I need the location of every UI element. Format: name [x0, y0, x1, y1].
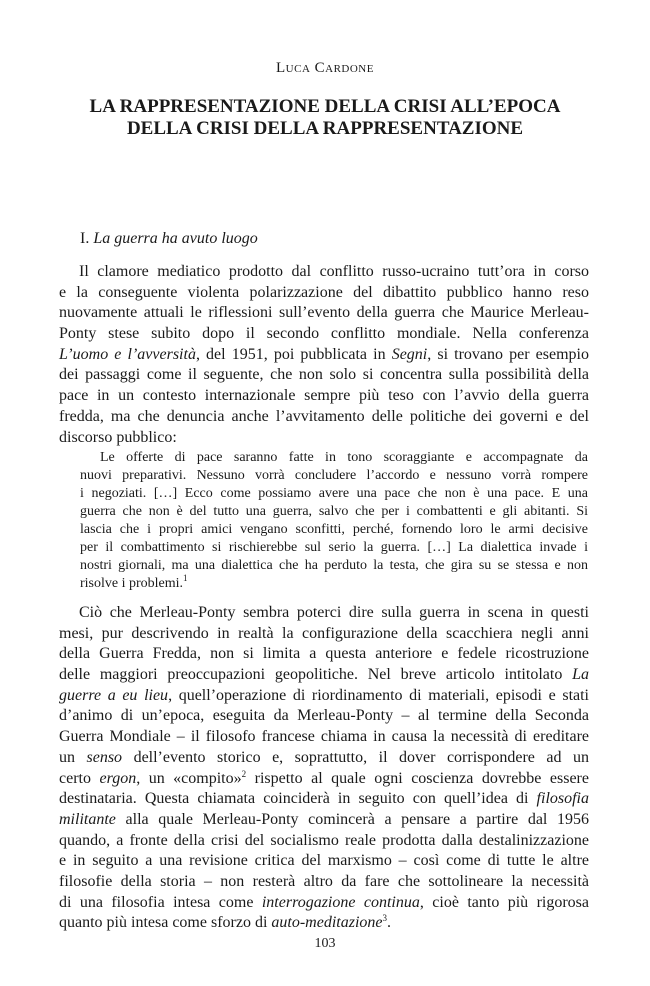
text-line: Ponty stese subito dopo il secondo conflitto mondiale. Nella conferenza — [59, 325, 589, 343]
text-fragment: , un «compito» — [136, 769, 242, 787]
paragraph-1 — [59, 262, 589, 448]
text-line: Ciò che Merleau-Ponty sembra poterci dire sulla guerra in scena in questi — [79, 604, 589, 621]
text-line: Il clamore mediatico prodotto dal conflitto russo-ucraino tutt’ora in corso — [79, 263, 589, 280]
work-title: L’uomo e l’avversità — [59, 345, 196, 363]
text-fragment: rispetto al quale ogni coscienza dovrebbe essere — [246, 769, 589, 787]
emphasis: militante — [59, 810, 116, 828]
work-title: Segni — [391, 345, 428, 363]
emphasis: interrogazione continua — [261, 893, 420, 911]
text-line: pace in un contesto internazionale sempre più teso con l’avvio della guerra — [59, 387, 589, 405]
text-line — [59, 748, 589, 769]
text-line — [59, 665, 589, 686]
article-title-line-2: DELLA CRISI DELLA RAPPRESENTAZIONE — [126, 118, 524, 139]
text-fragment: , si trovano per esempio — [427, 345, 589, 363]
quote-line: nostri giornali, ma una dialettica che ha perduto la testa, che gira su se stessa e non — [80, 558, 588, 573]
text-fragment: dell’evento storico e, soprattutto, il dover corrispondere ad un — [122, 748, 589, 766]
paragraph-2 — [59, 603, 589, 934]
text-line — [59, 789, 589, 810]
text-fragment: un — [59, 748, 87, 766]
quote-line: guerra che non è del tutto una guerra, salvo che per i combattenti e gli abitanti. Si — [80, 504, 588, 519]
section-title: La guerra ha avuto luogo — [93, 230, 258, 247]
quote-line: per il combattimento si rischierebbe sul serio la guerra. […] La dialettica invade i — [80, 540, 588, 555]
text-fragment: quanto più intesa come sforzo di — [59, 914, 272, 932]
text-line: e in seguito a una revisione critica del marxismo – così come di tutte le altre — [59, 852, 589, 870]
text-fragment: destinataria. Questa chiamata coinciderà in seguito con quell’idea di — [59, 790, 537, 808]
text-fragment: delle maggiori preoccupazioni geopolitiche. Nel breve articolo intitolato — [59, 666, 563, 684]
footnote-ref-1[interactable]: 1 — [183, 573, 188, 583]
text-line: della Guerra Fredda, non si limita a questa anteriore e fedele ricostruzione — [59, 645, 589, 663]
text-line: discorso pubblico: — [59, 428, 177, 446]
page-number: 103 — [314, 936, 336, 951]
article-title-line-1: LA RAPPRESENTAZIONE DELLA CRISI ALL’EPOCA — [89, 96, 561, 117]
text-line: filosofie della storia – non resterà altro da fare che sottolineare la necessità — [59, 872, 589, 890]
section-heading — [80, 230, 258, 248]
quote-line: i negoziati. […] Ecco come possiamo avere una pace che non è una pace. E una — [80, 486, 588, 501]
footnote-ref-2[interactable]: 2 — [241, 768, 247, 779]
text-line: d’animo di un’epoca, eseguita da Merleau-Ponty – al termine della Seconda — [59, 707, 589, 725]
text-line — [59, 686, 589, 707]
article-title — [60, 96, 590, 140]
running-head-author: Luca Cardone — [276, 60, 374, 76]
text-line: fredda, ma che denuncia anche l’avvitamento delle politiche dei governi e del — [59, 407, 589, 425]
text-line: nuovamente attuali le riflessioni sull’evento della guerra che Maurice Merleau- — [59, 304, 589, 322]
text-fragment: , del 1951, poi pubblicata in — [195, 345, 392, 363]
quote-line: Le offerte di pace saranno fatte in tono scoraggiante e accompagnate da — [100, 450, 588, 465]
text-line: Guerra Mondiale – il filosofo francese chiama in causa la necessità di ereditare — [59, 728, 589, 746]
text-line: e la conseguente violenta polarizzazione del dibattito pubblico hanno reso — [59, 283, 589, 301]
emphasis: filosofia — [536, 790, 589, 808]
work-title: La — [572, 666, 590, 684]
text-line — [59, 893, 589, 914]
text-fragment: risolve i problemi. — [80, 576, 184, 591]
text-line: dei passaggi come il seguente, che non solo si concentra sulla possibilità della — [59, 366, 589, 384]
emphasis: ergon — [99, 769, 137, 787]
text-fragment: certo — [59, 769, 100, 787]
text-fragment: , quell’operazione di riordinamento di materiali, episodi e stati — [168, 686, 590, 704]
quote-line — [80, 575, 588, 593]
emphasis: auto-meditazione — [271, 914, 383, 932]
text-line — [59, 345, 589, 366]
text-line: mesi, pur descrivendo in realtà la configurazione della scacchiera negli anni — [59, 624, 589, 642]
section-number: I. — [80, 230, 90, 247]
text-fragment: di una filosofia intesa come — [59, 893, 262, 911]
quote-line: nuovi preparativi. Nessuno vorrà concludere l’accordo e nessuno vorrà rompere — [80, 468, 588, 483]
text-line: quando, a fronte della crisi del socialismo reale prodotta dalla destalinizzazione — [59, 831, 589, 849]
footnote-ref-3[interactable]: 3 — [382, 913, 387, 924]
emphasis: senso — [86, 748, 123, 766]
text-fragment: . — [386, 914, 391, 932]
text-line — [59, 913, 589, 934]
text-line — [59, 810, 589, 831]
work-title: guerre a eu lieu — [59, 686, 169, 704]
text-fragment: , cioè tanto più rigorosa — [419, 893, 589, 911]
text-fragment: alla quale Merleau-Ponty comincerà a pensare a partire dal 1956 — [115, 810, 589, 828]
text-line — [59, 769, 589, 790]
block-quote — [80, 449, 588, 593]
quote-line: lascia che i propri amici vengano sconfitti, perché, fornendo loro le armi decisive — [80, 522, 588, 537]
